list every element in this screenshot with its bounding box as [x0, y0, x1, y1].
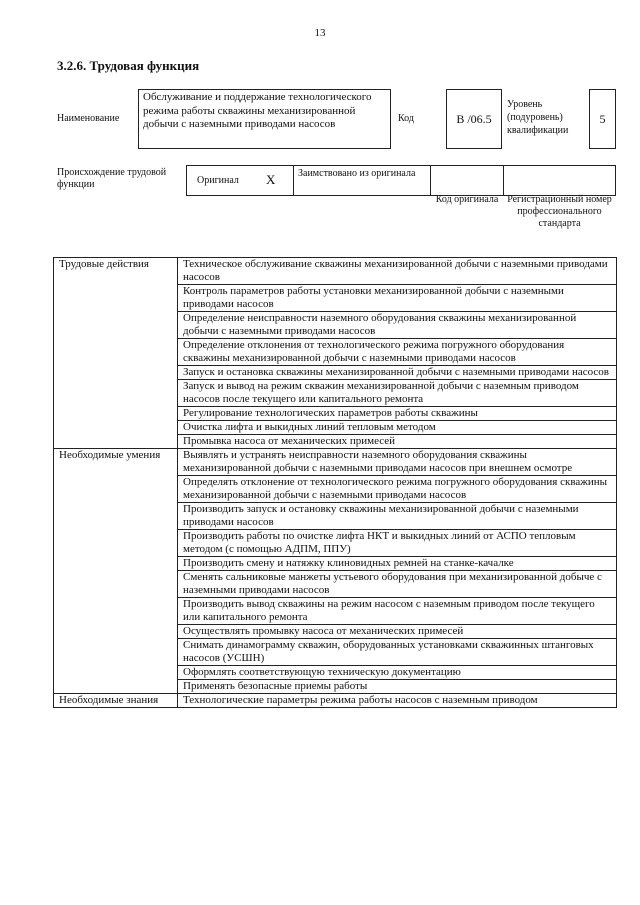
original-mark: X	[266, 172, 276, 187]
table-cell: Регулирование технологических параметров работы скважины	[178, 407, 617, 421]
table-cell: Запуск и остановка скважины механизированной добычи с наземными приводами насосов	[178, 366, 617, 380]
table-cell: Производить смену и натяжку клиновидных ремней на станке-качалке	[178, 557, 617, 571]
section-title-skills: Необходимые умения	[54, 449, 178, 694]
table-cell: Оформлять соответствующую техническую документацию	[178, 666, 617, 680]
section-title: 3.2.6. Трудовая функция	[57, 58, 200, 73]
original-label: Оригинал	[197, 175, 239, 186]
table-cell: Промывка насоса от механических примесей	[178, 435, 617, 449]
table-cell: Техническое обслуживание скважины механизированной добычи с наземными приводами насосов	[178, 258, 617, 285]
table-cell: Контроль параметров работы установки механизированной добычи с наземными приводами насосов	[178, 285, 617, 312]
table-cell: Производить запуск и остановку скважины механизированной добычи с наземными приводами насосов	[178, 503, 617, 530]
code-original-cell	[430, 165, 504, 196]
table-cell: Применять безопасные приемы работы	[178, 680, 617, 694]
origin-label: Происхождение трудовой функции	[57, 167, 167, 190]
code-value: В /06.5	[456, 111, 492, 126]
page-number: 13	[314, 27, 326, 39]
level-box	[589, 89, 616, 149]
level-value: 5	[599, 111, 606, 126]
section-title-knowledge: Необходимые знания	[54, 694, 178, 708]
borrowed-cell	[293, 165, 431, 196]
function-name-box	[138, 89, 391, 149]
table-cell: Выявлять и устранять неисправности наземного оборудования скважины механизированной добычи с наземными приводами насосов при внешнем осмотре	[178, 449, 617, 476]
section-title-actions: Трудовые действия	[54, 258, 178, 449]
table-row	[54, 449, 617, 476]
level-label: Уровень (подуровень) квалификации	[507, 99, 569, 136]
name-label: Наименование	[57, 113, 120, 124]
table-cell: Запуск и вывод на режим скважин механизированной добычи с наземным приводом насосов после текущего или капитального ремонта	[178, 380, 617, 407]
code-box	[446, 89, 502, 149]
table-cell: Определять отклонение от технологического режима погружного оборудования скважины механизированной добычи с наземными приводами насосов	[178, 476, 617, 503]
table-cell: Очистка лифта и выкидных линий тепловым методом	[178, 421, 617, 435]
code-original-caption: Код оригинала	[435, 194, 499, 205]
table-cell: Производить вывод скважины на режим насосом с наземным приводом после текущего или капитального ремонта	[178, 598, 617, 625]
table-cell: Технологические параметры режима работы насосов с наземным приводом	[178, 694, 617, 708]
function-name-value: Обслуживание и поддержание технологического режима работы скважины механизированной добычи с наземными приводами насосов	[143, 91, 372, 130]
table-cell: Производить работы по очистке лифта НКТ и выкидных линий от АСПО тепловым методом (с помощью АДПМ, ППУ)	[178, 530, 617, 557]
table-cell: Сменять сальниковые манжеты устьевого оборудования при механизированной добыче с наземными приводами насосов	[178, 571, 617, 598]
table-cell: Определение отклонения от технологического режима погружного оборудования скважины механизированной добычи с наземными приводами насосов	[178, 339, 617, 366]
table-row	[54, 258, 617, 285]
origin-row	[186, 165, 616, 196]
borrowed-label: Заимствовано из оригинала	[298, 168, 416, 179]
table-row	[54, 694, 617, 708]
function-table	[53, 257, 617, 708]
original-cell	[186, 165, 294, 196]
table-cell: Снимать динамограмму скважин, оборудованных установками скважинных штанговых насосов (УСШН)	[178, 639, 617, 666]
table-cell: Определение неисправности наземного оборудования скважины механизированной добычи с наземными приводами насосов	[178, 312, 617, 339]
reg-number-caption: Регистрационный номер профессионального стандарта	[507, 194, 612, 229]
reg-number-cell	[503, 165, 616, 196]
table-cell: Осуществлять промывку насоса от механических примесей	[178, 625, 617, 639]
code-label: Код	[398, 113, 414, 124]
